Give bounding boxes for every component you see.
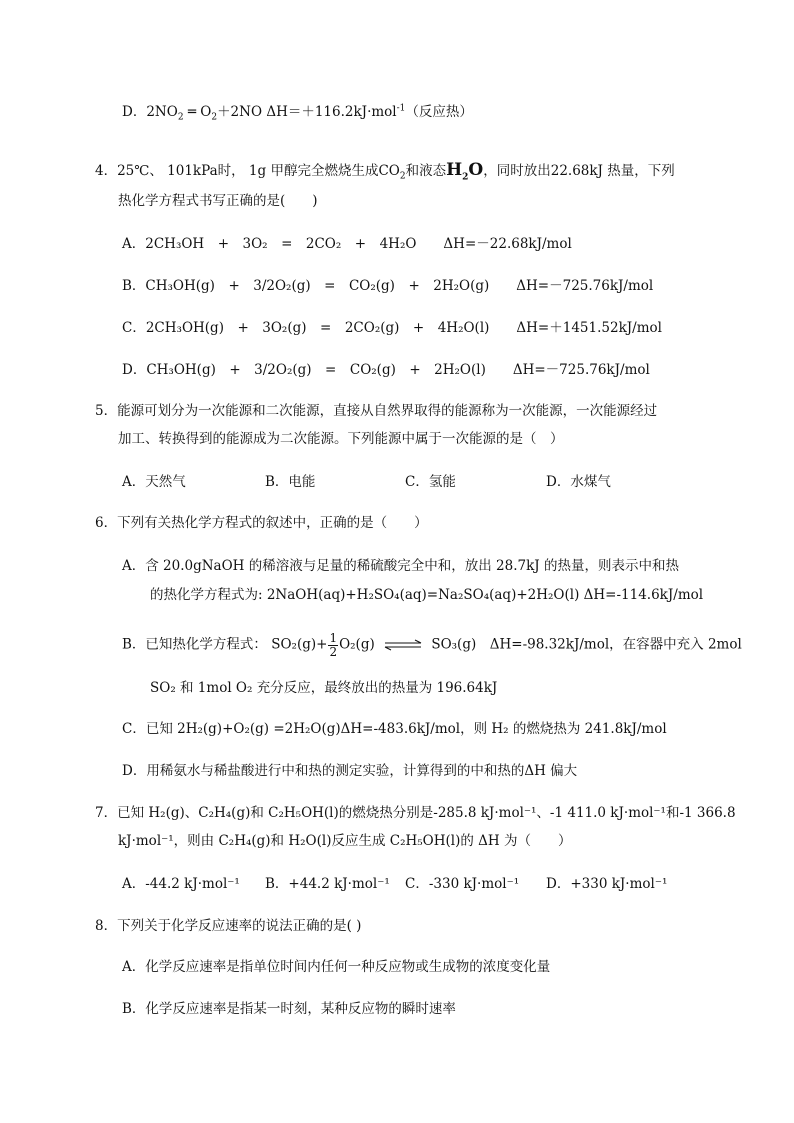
h2o-formula: $H_2O$	[446, 160, 484, 183]
q7-option-d[interactable]: D．+330 kJ·mol⁻¹	[546, 876, 668, 892]
one-half-fraction: $\frac{1}{2}$	[329, 631, 338, 659]
q4-option-a[interactable]: A．2CH₃OH + 3O₂ = 2CO₂ + 4H₂O ΔH=－22.68kJ/mol	[122, 236, 572, 252]
q7-option-c[interactable]: C．-330 kJ·mol⁻¹	[405, 876, 520, 892]
q4-stem-line2: 热化学方程式书写正确的是( )	[118, 193, 318, 209]
q6-option-c[interactable]: C．已知 2H₂(g)+O₂(g) =2H₂O(g)ΔH=-483.6kJ/mol，则 H₂ 的燃烧热为 241.8kJ/mol	[122, 721, 667, 737]
q7-option-b[interactable]: B．+44.2 kJ·mol⁻¹	[265, 876, 390, 892]
q5-option-c[interactable]: C．氢能	[405, 474, 456, 490]
q6-stem: 6．下列有关热化学方程式的叙述中，正确的是（ ）	[95, 515, 428, 531]
q5-option-a[interactable]: A．天然气	[122, 474, 186, 490]
q6-option-b-line1[interactable]: B．已知热化学方程式： SO₂(g)+ $\frac{1}{2}$ O₂(g) SO₃(g) ΔH=-98.32kJ/mol，在容器中充入 2mol	[122, 631, 742, 659]
q8-option-a[interactable]: A．化学反应速率是指单位时间内任何一种反应物或生成物的浓度变化量	[122, 959, 551, 975]
reversible-arrow-icon	[383, 639, 423, 651]
q4-stem-line1: 4．25℃、 101kPa时， 1g 甲醇完全燃烧生成$CO_2$和液态$H_2O$，同时放出22.68kJ 热量，下列	[95, 160, 675, 183]
q6-option-d[interactable]: D．用稀氨水与稀盐酸进行中和热的测定实验，计算得到的中和热的ΔH 偏大	[122, 763, 578, 779]
q7-option-a[interactable]: A．-44.2 kJ·mol⁻¹	[122, 876, 240, 892]
q5-stem-line1: 5．能源可划分为一次能源和二次能源，直接从自然界取得的能源称为一次能源，一次能源经过	[95, 403, 658, 419]
q4-option-c[interactable]: C．2CH₃OH(g) + 3O₂(g) = 2CO₂(g) + 4H₂O(l) ΔH=＋1451.52kJ/mol	[122, 320, 662, 336]
q6-option-a-line1[interactable]: A．含 20.0gNaOH 的稀溶液与足量的稀硫酸完全中和，放出 28.7kJ 的热量，则表示中和热	[122, 558, 679, 574]
q7-stem-line2: kJ·mol⁻¹，则由 C₂H₄(g)和 H₂O(l)反应生成 C₂H₅OH(l)的 ΔH 为（ ）	[118, 833, 572, 849]
q8-stem: 8．下列关于化学反应速率的说法正确的是( )	[95, 918, 362, 934]
q3-option-d[interactable]: D．$2NO_2$ ═ $O_2+2NO$ ΔH＝＋116.2kJ·mol$^{-1}$（反应热）	[122, 103, 473, 123]
q5-stem-line2: 加工、转换得到的能源成为二次能源。下列能源中属于一次能源的是（ ）	[118, 431, 564, 447]
q8-option-b[interactable]: B．化学反应速率是指某一时刻，某种反应物的瞬时速率	[122, 1001, 456, 1017]
q6-option-a-line2: 的热化学方程式为: 2NaOH(aq)+H₂SO₄(aq)=Na₂SO₄(aq)+2H₂O(l) ΔH=-114.6kJ/mol	[150, 587, 704, 603]
q5-option-d[interactable]: D．水煤气	[546, 474, 611, 490]
q7-stem-line1: 7．已知 H₂(g)、C₂H₄(g)和 C₂H₅OH(l)的燃烧热分别是-285.8 kJ·mol⁻¹、-1 411.0 kJ·mol⁻¹和-1 366.8	[95, 805, 736, 821]
q4-option-b[interactable]: B．CH₃OH(g) + 3/2O₂(g) = CO₂(g) + 2H₂O(g) ΔH=－725.76kJ/mol	[122, 278, 654, 294]
q4-option-d[interactable]: D．CH₃OH(g) + 3/2O₂(g) = CO₂(g) + 2H₂O(l) ΔH=－725.76kJ/mol	[122, 362, 650, 378]
q5-option-b[interactable]: B．电能	[265, 474, 316, 490]
q6-option-b-line2: SO₂ 和 1mol O₂ 充分反应，最终放出的热量为 196.64kJ	[150, 680, 498, 696]
